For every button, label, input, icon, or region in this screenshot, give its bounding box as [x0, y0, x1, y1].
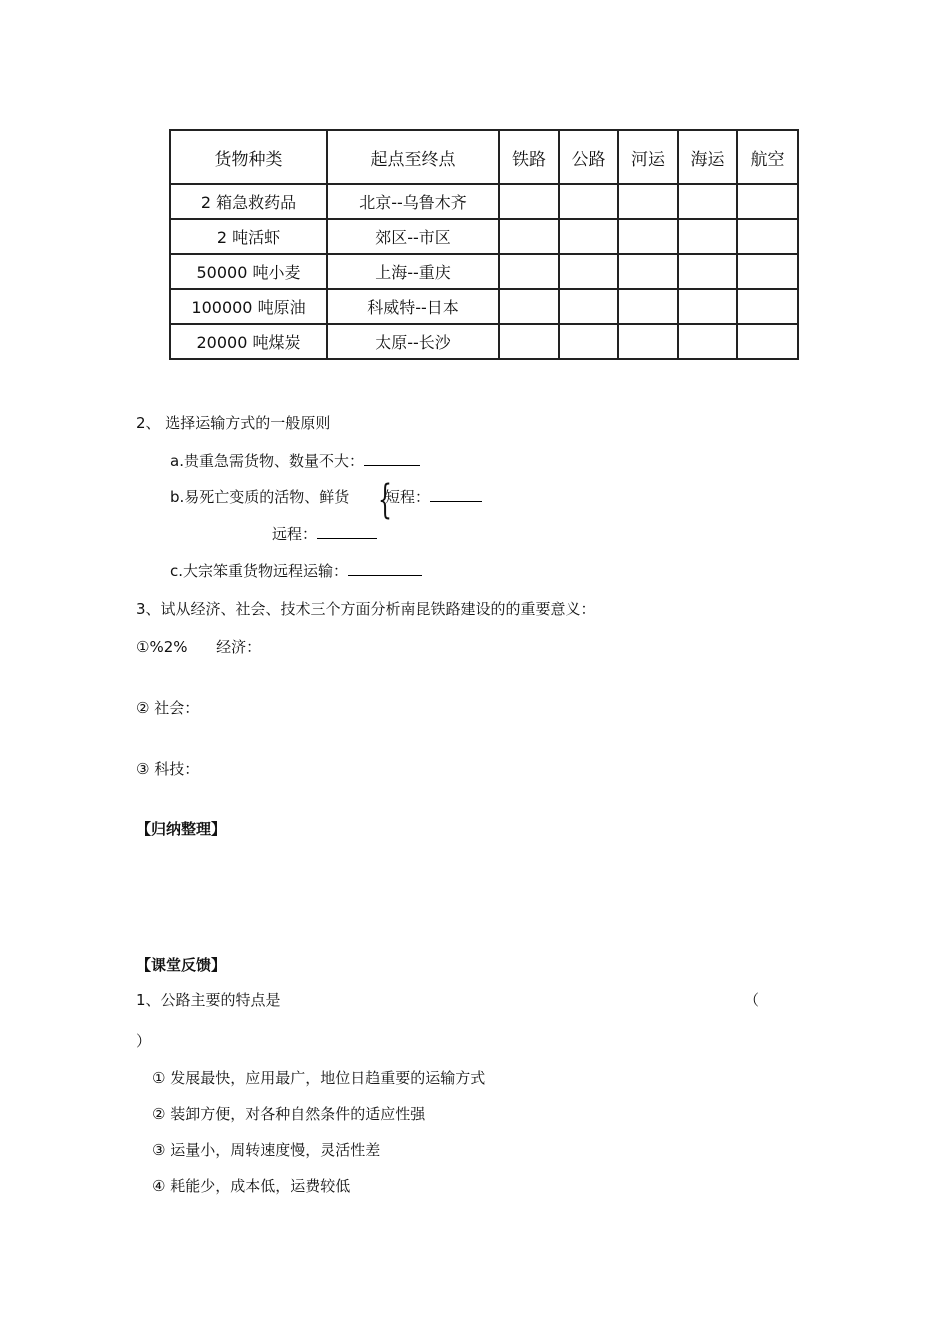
answer-cell[interactable] — [618, 324, 678, 359]
answer-cell[interactable] — [618, 184, 678, 219]
feedback-heading: 【课堂反馈】 — [136, 956, 227, 974]
feedback-question-1: 1、公路主要的特点是 — [136, 991, 281, 1009]
answer-blank[interactable] — [364, 452, 420, 466]
header-cell: 河运 — [618, 130, 678, 184]
question-2c-text: c.大宗笨重货物远程运输： — [170, 562, 349, 580]
route-cell: 郊区--市区 — [327, 219, 499, 254]
left-brace: { — [378, 477, 392, 523]
header-cell: 起点至终点 — [327, 130, 499, 184]
table-row — [170, 289, 798, 324]
answer-cell[interactable] — [559, 219, 618, 254]
question-2b — [170, 486, 349, 507]
header-cell: 海运 — [678, 130, 737, 184]
table-row — [170, 324, 798, 359]
cargo-cell: 100000 吨原油 — [170, 289, 327, 324]
question-2b-short — [385, 486, 482, 507]
header-cell: 货物种类 — [170, 130, 327, 184]
answer-cell[interactable] — [559, 324, 618, 359]
summary-heading: 【归纳整理】 — [136, 820, 227, 838]
answer-cell[interactable] — [737, 254, 798, 289]
answer-cell[interactable] — [678, 289, 737, 324]
answer-cell[interactable] — [737, 219, 798, 254]
cargo-cell: 20000 吨煤炭 — [170, 324, 327, 359]
short-distance-label: 短程： — [385, 488, 431, 506]
table-row — [170, 254, 798, 289]
answer-cell[interactable] — [678, 184, 737, 219]
question-2b-long — [272, 523, 377, 544]
long-distance-label: 远程： — [272, 525, 318, 543]
question-3-society: ② 社会： — [136, 699, 200, 717]
header-cell: 公路 — [559, 130, 618, 184]
table-row — [170, 184, 798, 219]
route-cell: 上海--重庆 — [327, 254, 499, 289]
header-cell: 铁路 — [499, 130, 559, 184]
cargo-cell: 2 吨活虾 — [170, 219, 327, 254]
question-2a-text: a.贵重急需货物、数量不大： — [170, 452, 364, 470]
option-2: ② 装卸方便，对各种自然条件的适应性强 — [152, 1105, 426, 1123]
answer-cell[interactable] — [499, 324, 559, 359]
question-3-technology: ③ 科技： — [136, 760, 200, 778]
answer-cell[interactable] — [737, 324, 798, 359]
answer-blank[interactable] — [317, 525, 377, 539]
answer-cell[interactable] — [618, 254, 678, 289]
question-3-economy: ①%2% 经济： — [136, 638, 262, 656]
answer-cell[interactable] — [678, 324, 737, 359]
answer-blank[interactable] — [430, 488, 482, 502]
option-4: ④ 耗能少，成本低，运费较低 — [152, 1177, 351, 1195]
question-2c — [170, 560, 422, 581]
header-cell: 航空 — [737, 130, 798, 184]
question-2a — [170, 450, 420, 471]
question-3-title: 3、试从经济、社会、技术三个方面分析南昆铁路建设的的重要意义： — [136, 600, 596, 618]
cargo-transport-table — [169, 129, 799, 360]
question-2b-text: b.易死亡变质的活物、鲜货 — [170, 488, 350, 506]
route-cell: 科威特--日本 — [327, 289, 499, 324]
answer-cell[interactable] — [618, 219, 678, 254]
cargo-cell: 50000 吨小麦 — [170, 254, 327, 289]
answer-cell[interactable] — [559, 254, 618, 289]
route-cell: 太原--长沙 — [327, 324, 499, 359]
answer-cell[interactable] — [618, 289, 678, 324]
answer-cell[interactable] — [678, 254, 737, 289]
answer-paren-open: （ — [744, 991, 760, 1009]
answer-cell[interactable] — [559, 289, 618, 324]
answer-cell[interactable] — [559, 184, 618, 219]
cargo-cell: 2 箱急救药品 — [170, 184, 327, 219]
answer-paren-close: ） — [136, 1032, 152, 1050]
answer-cell[interactable] — [499, 254, 559, 289]
answer-blank[interactable] — [348, 562, 422, 576]
option-3: ③ 运量小，周转速度慢，灵活性差 — [152, 1141, 381, 1159]
table-header-row — [170, 130, 798, 184]
option-1: ① 发展最快，应用最广，地位日趋重要的运输方式 — [152, 1069, 486, 1087]
answer-cell[interactable] — [678, 219, 737, 254]
question-2-title: 2、 选择运输方式的一般原则 — [136, 414, 331, 432]
answer-cell[interactable] — [737, 184, 798, 219]
route-cell: 北京--乌鲁木齐 — [327, 184, 499, 219]
answer-cell[interactable] — [499, 219, 559, 254]
answer-cell[interactable] — [499, 289, 559, 324]
answer-cell[interactable] — [499, 184, 559, 219]
table-row — [170, 219, 798, 254]
answer-cell[interactable] — [737, 289, 798, 324]
